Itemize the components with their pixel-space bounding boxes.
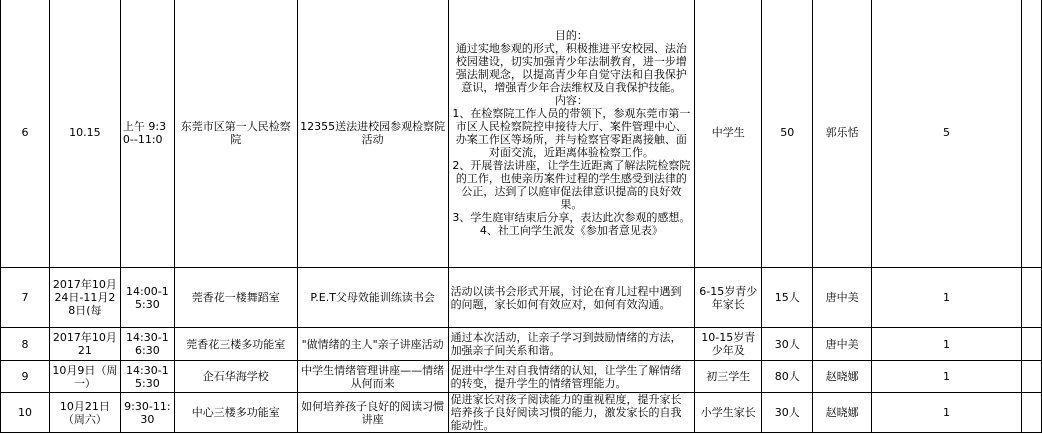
- date-cell: 10.15: [49, 0, 120, 268]
- participant-count-cell: 30人: [762, 393, 813, 433]
- row-number: 6: [1, 0, 50, 268]
- time-cell: 上午 9:30--11:0: [120, 0, 174, 268]
- time-cell: 14:30-15:30: [120, 361, 174, 393]
- venue-cell: 莞香花一楼舞蹈室: [174, 268, 297, 328]
- staff-cell: 郭乐恬: [813, 0, 872, 268]
- times-cell: 5: [872, 0, 1022, 268]
- staff-cell: 唐中美: [813, 328, 872, 361]
- venue-cell: 莞香花三楼多功能室: [174, 328, 297, 361]
- date-cell: 2017年10月24日-11月28日(每: [49, 268, 120, 328]
- date-cell: 10月9日（周一）: [49, 361, 120, 393]
- date-cell: 10月21日（周六）: [49, 393, 120, 433]
- activity-name-cell: "做情绪的主人"亲子讲座活动: [297, 328, 448, 361]
- time-cell: 9:30-11:30: [120, 393, 174, 433]
- activity-name-cell: 中学生情绪管理讲座——情绪从何而来: [297, 361, 448, 393]
- activity-name-cell: P.E.T父母效能训练读书会: [297, 268, 448, 328]
- content-cell: 活动以读书会形式开展，讨论在育儿过程中遇到的问题，家长如何有效应对，如何有效沟通。: [448, 268, 695, 328]
- row-number: 7: [1, 268, 50, 328]
- empty-cell: [1021, 361, 1041, 393]
- participant-count-cell: 50: [762, 0, 813, 268]
- date-cell: 2017年10月21: [49, 328, 120, 361]
- times-cell: 1: [872, 361, 1022, 393]
- time-cell: 14:30-16:30: [120, 328, 174, 361]
- content-cell: 通过本次活动，让亲子学习到鼓励情绪的方法，加强亲子间关系和谐。: [448, 328, 695, 361]
- target-cell: 中学生: [695, 0, 762, 268]
- venue-cell: 东莞市区第一人民检察院: [174, 0, 297, 268]
- empty-cell: [1021, 0, 1041, 268]
- table-row: [1, 268, 1042, 328]
- empty-cell: [1021, 268, 1041, 328]
- target-cell: 6-15岁青少年家长: [695, 268, 762, 328]
- table-row: [1, 328, 1042, 361]
- target-cell: 小学生家长: [695, 393, 762, 433]
- row-number: 9: [1, 361, 50, 393]
- target-cell: 10-15岁青少年及: [695, 328, 762, 361]
- activity-name-cell: 12355送法进校园参观检察院活动: [297, 0, 448, 268]
- staff-cell: 赵晓娜: [813, 393, 872, 433]
- empty-cell: [1021, 393, 1041, 433]
- content-cell: 目的： 通过实地参观的形式，积极推进平安校园、法治校园建设，切实加强青少年法制教育，进一步增强法制观念，以提高青少年自觉守法和自我保护意识，增强青少年合法维权及自我保护技能。 内容： 1、在检察院工作人员的带领下，参观东莞市第一市区人民检察院控申接待大厅、案件管理中心、办案工作区等场所，并与检察官零距离接触、面对面交流，近距离体验检察工作。 2、开展普法讲座，让学生近距离了解法院检察院的工作，也使亲历案件过程的学生感受到法律的公正，达到了以庭审促法律意识提高的良好效果。 3、学生庭审结束后分享，表达此次参观的感想。 4、社工向学生派发《参加者意见表》: [448, 0, 695, 268]
- times-cell: 1: [872, 268, 1022, 328]
- activity-name-cell: 如何培养孩子良好的阅读习惯讲座: [297, 393, 448, 433]
- content-cell: 促进家长对孩子阅读能力的重视程度，提升家长培养孩子良好阅读习惯的能力，激发家长的自我能动性。: [448, 393, 695, 433]
- participant-count-cell: 80人: [762, 361, 813, 393]
- row-number: 10: [1, 393, 50, 433]
- table-row: [1, 393, 1042, 433]
- content-cell: 促进中学生对自我情绪的认知，让学生了解情绪的转变，提升学生的情绪管理能力。: [448, 361, 695, 393]
- staff-cell: 赵晓娜: [813, 361, 872, 393]
- venue-cell: 企石华海学校: [174, 361, 297, 393]
- participant-count-cell: 15人: [762, 268, 813, 328]
- row-number: 8: [1, 328, 50, 361]
- staff-cell: 唐中美: [813, 268, 872, 328]
- empty-cell: [1021, 328, 1041, 361]
- time-cell: 14:00-15:30: [120, 268, 174, 328]
- participant-count-cell: 30人: [762, 328, 813, 361]
- table-row: [1, 0, 1042, 268]
- venue-cell: 中心三楼多功能室: [174, 393, 297, 433]
- times-cell: 1: [872, 393, 1022, 433]
- times-cell: 1: [872, 328, 1022, 361]
- table-row: [1, 361, 1042, 393]
- target-cell: 初三学生: [695, 361, 762, 393]
